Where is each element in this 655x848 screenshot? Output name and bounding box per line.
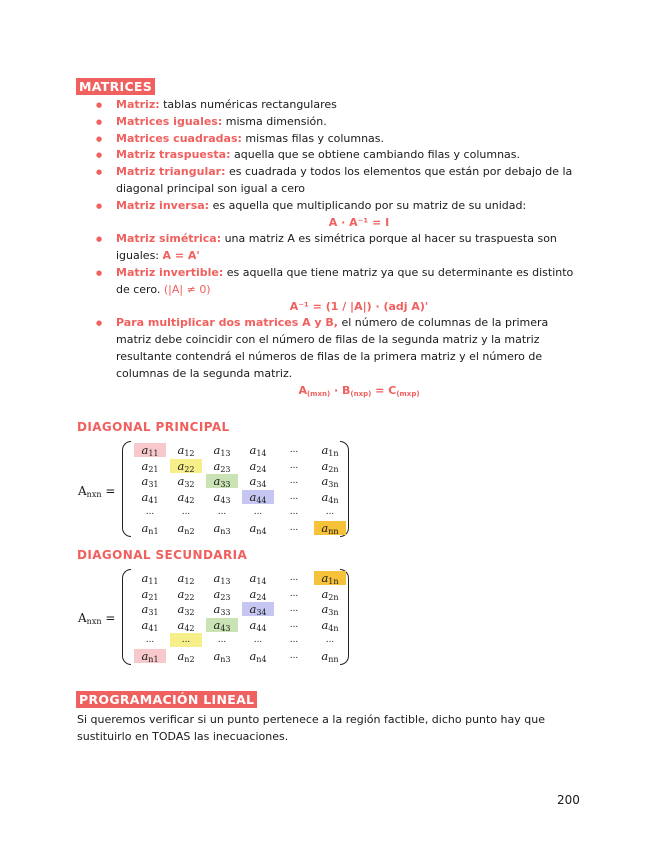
matrix-cell: a14 <box>249 443 267 458</box>
inverse-formula: A · A⁻¹ = I <box>328 215 390 229</box>
matrix-cell: ... <box>170 633 202 647</box>
matrix-cell: an3 <box>213 520 231 536</box>
page-number: 200 <box>557 793 580 807</box>
matrix-cell: an3 <box>213 648 231 664</box>
matrix-cell: a43 <box>213 489 231 505</box>
matrix-cell: ... <box>289 573 299 583</box>
matrix-cell: a41 <box>141 617 159 633</box>
matrix-cell: a22 <box>177 586 195 602</box>
matrix-cell: a22 <box>170 459 202 473</box>
matrix-cell: a31 <box>141 602 159 617</box>
invertible-formula: A⁻¹ = (1 / |A|) · (adj A)' <box>289 299 429 313</box>
matrix-cell: ... <box>289 522 299 533</box>
matrix-cell: a3n <box>321 602 339 617</box>
matrix-cell: a24 <box>249 586 267 602</box>
matrix-cell: ... <box>289 507 299 517</box>
matrix-cell: a42 <box>177 489 195 505</box>
matrix-cell: a44 <box>242 490 274 504</box>
matrix-cell: a33 <box>213 602 231 617</box>
matrix-cell: ann <box>314 521 346 535</box>
multiplication-formula: $A_{(mxn)} \cdot B_{(nxp)} = C_{(mxp)}$ <box>298 383 420 398</box>
matrix-cell: ... <box>289 635 299 645</box>
matrix-cell: ... <box>325 635 335 645</box>
matrix-cell: a24 <box>249 458 267 474</box>
matrix-cell: a12 <box>177 571 195 586</box>
matrix-cell: ... <box>253 635 263 645</box>
matrix-cell: a41 <box>141 489 159 505</box>
symmetric-formula: A = A' <box>162 249 200 263</box>
matrix-cell: a11 <box>134 443 166 457</box>
matrix-cell: a1n <box>314 571 346 585</box>
matrix-cell: an4 <box>249 520 267 536</box>
matrix-cell: ... <box>145 507 155 517</box>
diagonal-principal-title: DIAGONAL PRINCIPAL <box>77 420 230 434</box>
list-item: ● Matriz: tablas numéricas rectangulares <box>92 97 582 114</box>
matrix-cell: a32 <box>177 602 195 617</box>
matrix-cell: an2 <box>177 648 195 664</box>
matrix-cell: a3n <box>321 474 339 489</box>
list-item: ● Matrices iguales: misma dimensión. <box>92 114 582 131</box>
matrix-cell: an1 <box>134 649 166 663</box>
matrix-cell: ... <box>289 588 299 599</box>
matrix-label: Anxn = <box>78 484 116 499</box>
list-item: ● Matrices cuadradas: mismas filas y columnas. <box>92 131 582 148</box>
matrix-cell: a34 <box>249 474 267 489</box>
definitions-list <box>92 97 582 402</box>
matrix-cell: an1 <box>141 520 159 536</box>
section-title-matrices: MATRICES <box>76 78 155 95</box>
diagonal-secundaria-title: DIAGONAL SECUNDARIA <box>77 548 248 562</box>
matrix-cell: ... <box>325 507 335 517</box>
matrix-cell: a11 <box>141 571 159 586</box>
matrix-cell: ... <box>181 507 191 517</box>
matrix-cell: ... <box>289 604 299 614</box>
matrix-cell: a23 <box>213 586 231 602</box>
left-bracket <box>122 441 131 537</box>
section-title-programacion-lineal: PROGRAMACIÓN LINEAL <box>76 691 257 708</box>
matrix-cell: ... <box>289 619 299 630</box>
matrix-cell: a4n <box>321 617 339 633</box>
matrix-cell: an4 <box>249 648 267 664</box>
matrix-cell: a21 <box>141 458 159 474</box>
determinant-note: (|A| ≠ 0) <box>163 282 211 296</box>
list-item: ● Matriz invertible: es aquella que tiene matriz ya que su determinante es distinto de cero. (|A| ≠ 0) A⁻¹ = (1 / |A|) · (adj A)' <box>92 265 582 315</box>
matrix-diagonal-principal <box>128 441 343 539</box>
list-item: ● Matriz traspuesta: aquella que se obtiene cambiando filas y columnas. <box>92 147 582 164</box>
matrix-cell: a34 <box>242 602 274 616</box>
matrix-cell: a14 <box>249 571 267 586</box>
programacion-lineal-text: Si queremos verificar si un punto pertenece a la región factible, dicho punto hay que sustituirlo en TODAS las inecuaciones. <box>77 713 545 743</box>
matrix-cell: a13 <box>213 571 231 586</box>
list-item: ● Para multiplicar dos matrices A y B, el número de columnas de la primera matriz debe coincidir con el número de filas de la segunda matriz y la matriz resultante contendrá el números de filas de la primera matriz y el número de columnas de la segunda matriz. $A_{(mxn)} \cdot B_{(nxp)} = C_{(mxp)}$ <box>92 315 582 402</box>
matrix-cell: ... <box>217 507 227 517</box>
list-item: ● Matriz triangular: es cuadrada y todos los elementos que están por debajo de la diagonal principal son igual a cero <box>92 164 582 198</box>
matrix-cell: a44 <box>249 617 267 633</box>
matrix-cell: a12 <box>177 443 195 458</box>
matrix-cell: ... <box>145 635 155 645</box>
matrix-cell: ... <box>289 445 299 455</box>
matrix-cell: a23 <box>213 458 231 474</box>
matrix-label: Anxn = <box>78 611 116 626</box>
list-item: ● Matriz simétrica: una matriz A es simétrica porque al hacer su traspuesta son iguales: A = A' <box>92 231 582 265</box>
matrix-cell: a43 <box>206 618 238 632</box>
matrix-cell: a1n <box>321 443 339 458</box>
matrix-cell: a32 <box>177 474 195 489</box>
matrix-cell: a21 <box>141 586 159 602</box>
matrix-diagonal-secundaria <box>128 569 343 667</box>
left-bracket <box>122 569 131 665</box>
matrix-cell: ... <box>289 491 299 502</box>
matrix-cell: ... <box>289 650 299 661</box>
matrix-cell: ... <box>289 476 299 486</box>
matrix-cell: a13 <box>213 443 231 458</box>
matrix-cell: a2n <box>321 458 339 474</box>
matrix-cell: an2 <box>177 520 195 536</box>
matrix-cell: ... <box>253 507 263 517</box>
matrix-cell: a33 <box>206 474 238 488</box>
matrix-cell: ... <box>217 635 227 645</box>
matrix-cell: ann <box>321 648 339 664</box>
matrix-cell: a42 <box>177 617 195 633</box>
matrix-cell: ... <box>289 460 299 471</box>
matrix-cell: a4n <box>321 489 339 505</box>
matrix-cell: a31 <box>141 474 159 489</box>
list-item: ● Matriz inversa: es aquella que multiplicando por su matriz de su unidad: A · A⁻¹ = I <box>92 198 582 232</box>
matrix-cell: a2n <box>321 586 339 602</box>
